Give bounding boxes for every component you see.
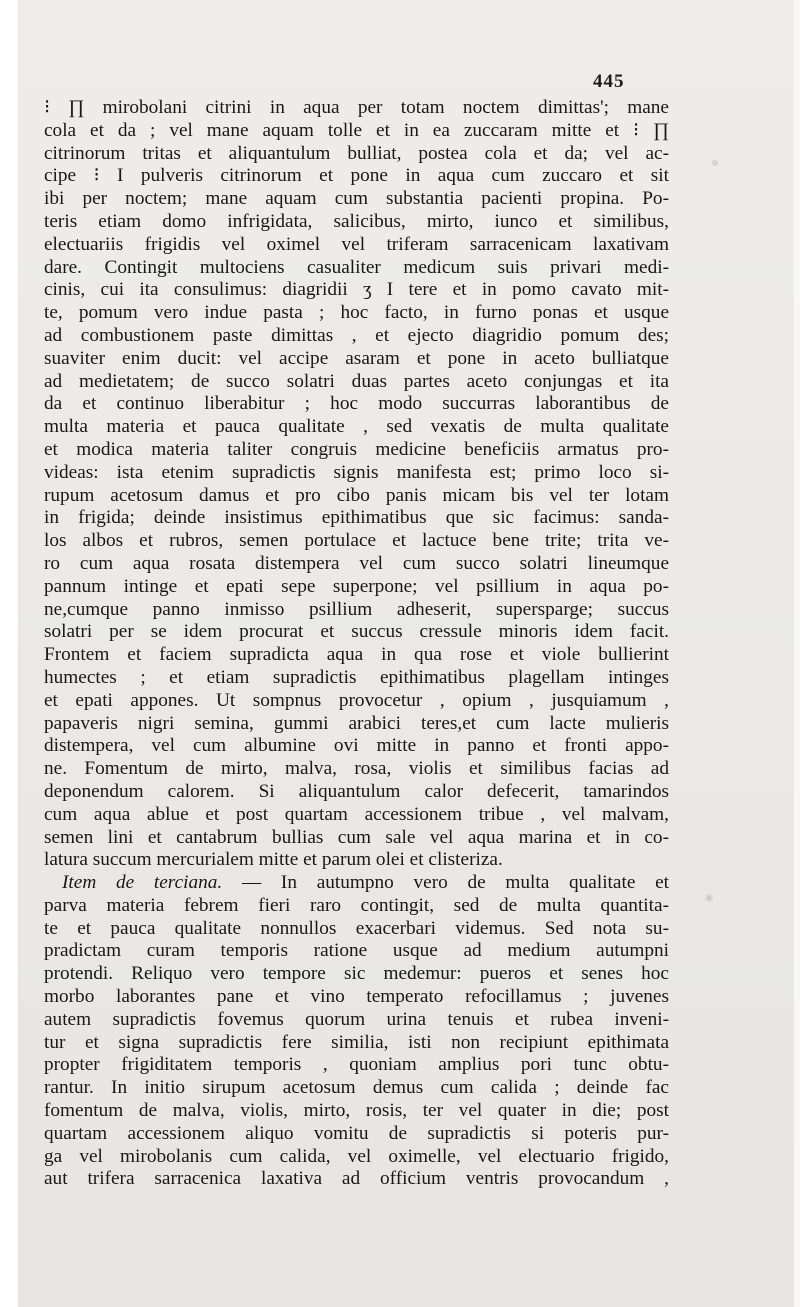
text-line: papaveris nigri semina, gummi arabici teres,et cum lacte mulieris <box>44 712 669 734</box>
left-margin <box>0 0 18 1307</box>
text-line: cinis, cui ita consulimus: diagridii ʒ I tere et in pomo cavato mit- <box>44 279 669 301</box>
text-line: aut trifera sarracenica laxativa ad officium ventris provocandum , <box>44 1168 669 1190</box>
text-line: tur et signa supradictis fere similia, isti non recipiunt epithimata <box>44 1031 669 1053</box>
text-line: et epati appones. Ut sompnus provocetur , opium , jusquiamum , <box>44 689 669 711</box>
text-line: in frigida; deinde insistimus epithimatibus que sic facimus: sanda- <box>44 507 669 529</box>
page-number: 445 <box>593 71 625 92</box>
text-line: da et continuo liberabitur ; hoc modo succurras laborantibus de <box>44 393 669 415</box>
text-line: citrinorum tritas et aliquantulum bulliat, postea cola et da; vel ac- <box>44 142 669 164</box>
text-line: multa materia et pauca qualitate , sed vexatis de multa qualitate <box>44 416 669 438</box>
text-line: te, pomum vero indue pasta ; hoc facto, in furno ponas et usque <box>44 302 669 324</box>
text-line: ibi per noctem; mane aquam cum substantia pacienti propina. Po- <box>44 188 669 210</box>
body-text <box>44 97 669 1191</box>
text-line: propter frigiditatem temporis , quoniam amplius pori tunc obtu- <box>44 1054 669 1076</box>
text-line: protendi. Reliquo vero tempore sic medemur: pueros et senes hoc <box>44 963 669 985</box>
text-line: cum aqua ablue et post quartam accessionem tribue , vel malvam, <box>44 803 669 825</box>
text-line: et modica materia taliter congruis medicine beneficiis armatus pro- <box>44 438 669 460</box>
text-line: videas: ista etenim supradictis signis manifesta est; primo loco si- <box>44 461 669 483</box>
text-line: morbo laborantes pane et vino temperato refocillamus ; juvenes <box>44 986 669 1008</box>
text-line: suaviter enim ducit: vel accipe asaram et pone in aceto bulliatque <box>44 347 669 369</box>
text-line: parva materia febrem fieri raro contingit, sed de multa quantita- <box>44 894 669 916</box>
text-line: ad medietatem; de succo solatri duas partes aceto conjungas et ita <box>44 370 669 392</box>
right-margin <box>794 0 800 1307</box>
text-line: ne. Fomentum de mirto, malva, rosa, violis et similibus facias ad <box>44 758 669 780</box>
text-line: ga vel mirobolanis cum calida, vel oximelle, vel electuario frigido, <box>44 1145 669 1167</box>
text-line: solatri per se idem procurat et succus cressule minoris idem facit. <box>44 621 669 643</box>
text-line: fomentum de malva, violis, mirto, rosis, ter vel quater in die; post <box>44 1100 669 1122</box>
text-line: los albos et rubros, semen portulace et lactuce bene trite; trita ve- <box>44 530 669 552</box>
text-line: dare. Contingit multociens casualiter medicum suis privari medi- <box>44 256 669 278</box>
text-line: ro cum aqua rosata distempera vel cum succo solatri lineumque <box>44 552 669 574</box>
text-line: latura succum mercurialem mitte et parum olei et clisteriza. <box>44 849 503 871</box>
text-line: ⁝ ∏ mirobolani citrini in aqua per totam noctem dimittas'; mane <box>44 97 669 118</box>
text-line: ne,cumque panno inmisso psillium adheserit, supersparge; succus <box>44 598 669 620</box>
text-line: te et pauca qualitate nonnullos exacerbari videmus. Sed nota su- <box>44 917 669 939</box>
text-line: autem supradictis fovemus quorum urina tenuis et rubea inveni- <box>44 1008 669 1030</box>
text-line: deponendum calorem. Si aliquantulum calor defecerit, tamarindos <box>44 780 669 802</box>
text-line: Frontem et faciem supradicta aqua in qua rose et viole bullierint <box>44 644 669 666</box>
text-line: teris etiam domo infrigidata, salicibus, mirto, iunco et similibus, <box>44 210 669 232</box>
text-line: pradictam curam temporis ratione usque ad medium autumpni <box>44 940 669 962</box>
text-line: rantur. In initio sirupum acetosum demus cum calida ; deinde fac <box>44 1077 669 1099</box>
section-heading-continuation: — In autumpno vero de multa qualitate et <box>222 872 669 894</box>
text-line: distempera, vel cum albumine ovi mitte in panno et fronti appo- <box>44 735 669 757</box>
text-line: rupum acetosum damus et pro cibo panis micam bis vel ter lotam <box>44 484 669 506</box>
paper-speck <box>712 160 718 166</box>
text-line: quartam accessionem aliquo vomitu de supradictis si poteris pur- <box>44 1122 669 1144</box>
paper-stain <box>704 893 714 903</box>
text-line: cola et da ; vel mane aquam tolle et in ea zuccaram mitte et ⁝ ∏ <box>44 119 669 141</box>
text-line: electuariis frigidis vel oximel vel triferam sarracenicam laxativam <box>44 233 669 255</box>
text-line: semen lini et cantabrum bullias cum sale vel aqua marina et in co- <box>44 826 669 848</box>
text-line: humectes ; et etiam supradictis epithimatibus plagellam intinges <box>44 666 669 688</box>
text-line: pannum intinge et epati sepe superpone; vel psillium in aqua po- <box>44 575 669 597</box>
text-line: ad combustionem paste dimittas , et ejecto diagridio pomum des; <box>44 324 669 346</box>
text-line: cipe ⁝ I pulveris citrinorum et pone in aqua cum zuccaro et sit <box>44 165 669 187</box>
section-heading-line <box>44 872 669 895</box>
section-heading: Item de terciana. <box>62 872 223 894</box>
